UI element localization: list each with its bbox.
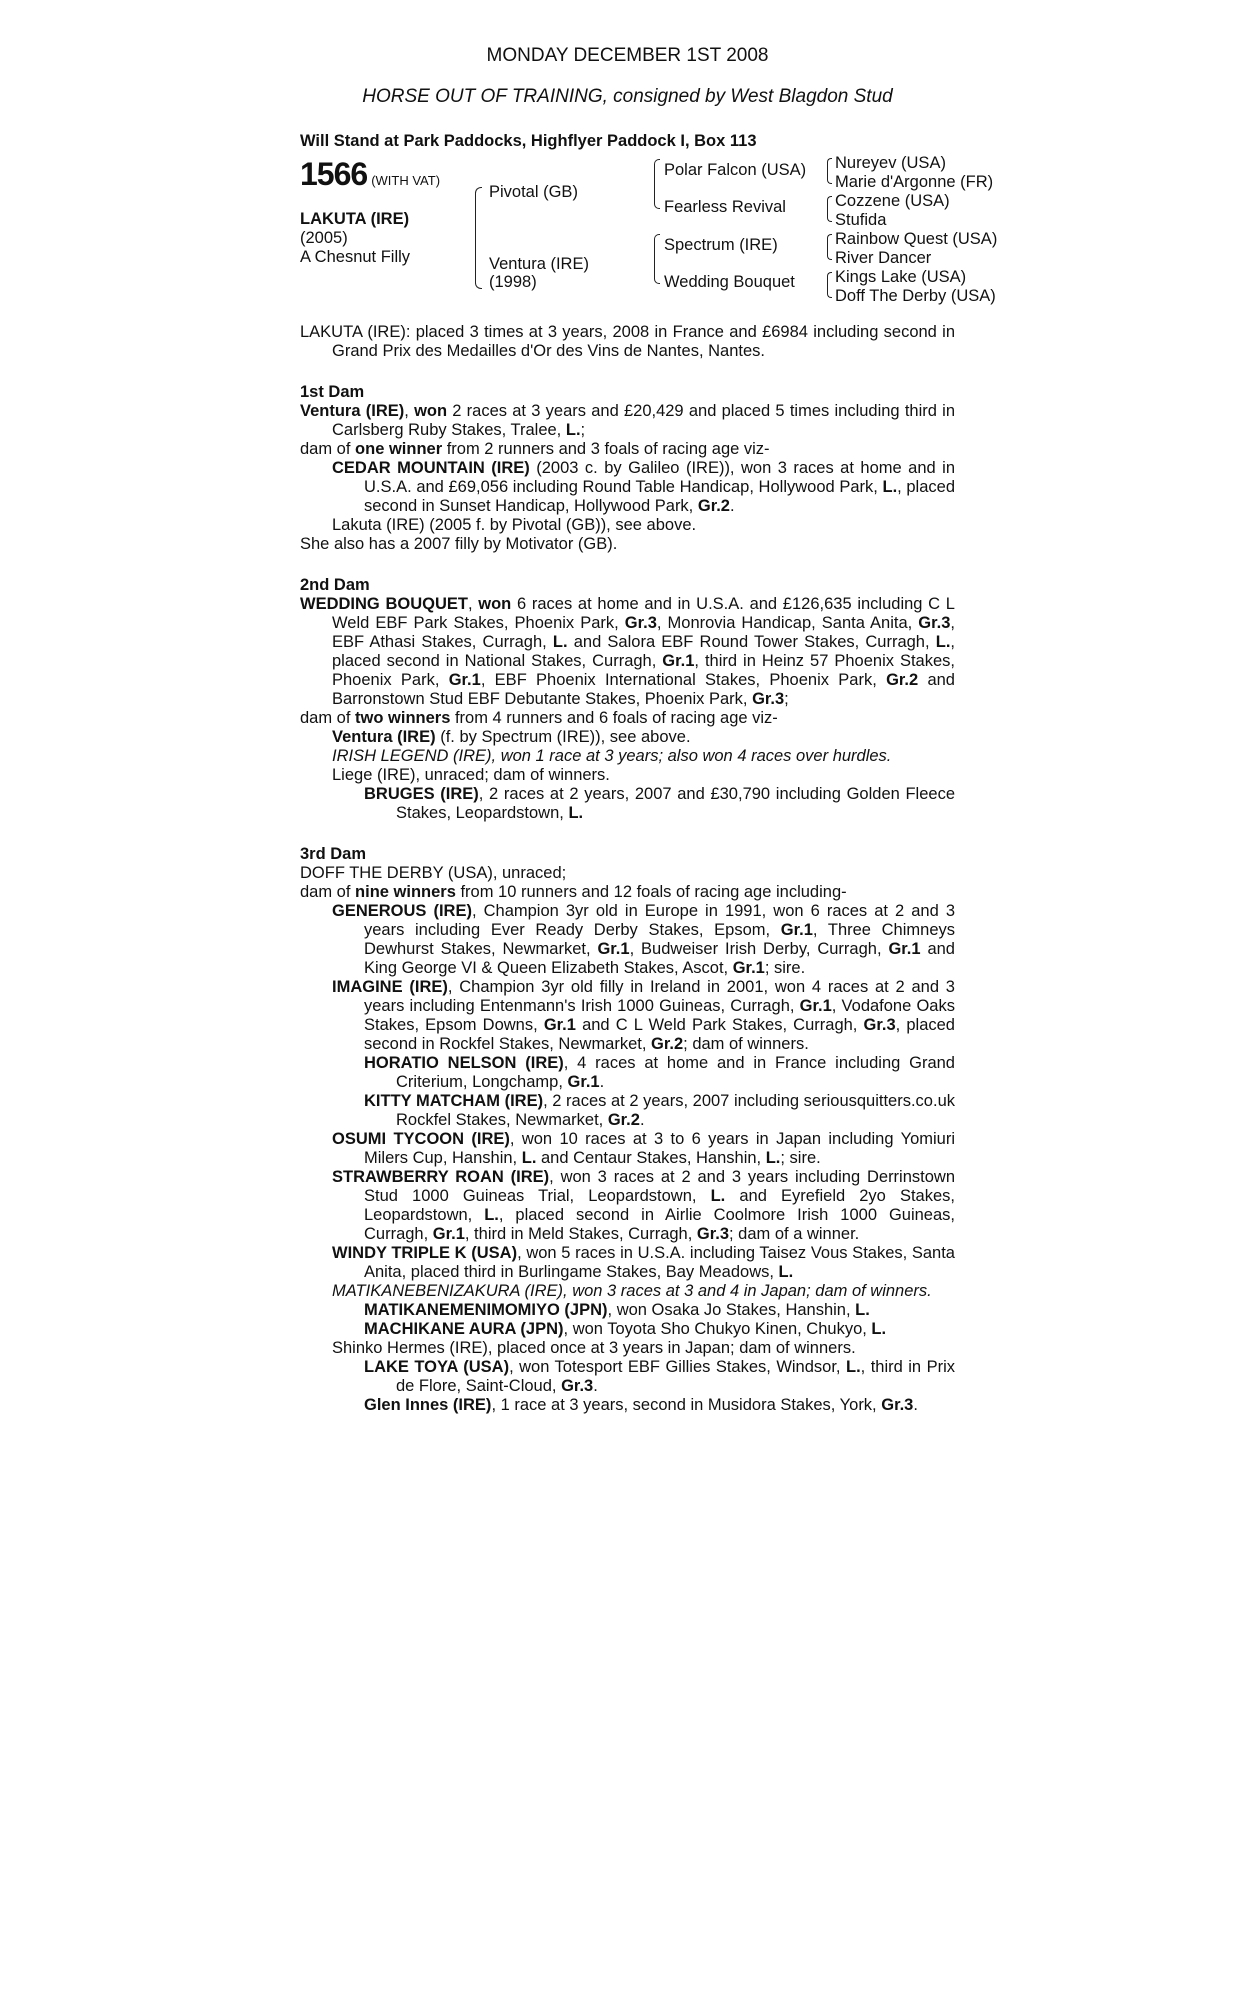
race-record: LAKUTA (IRE): placed 3 times at 3 years, 2008 in France and £6984 including second in Grand Prix des Medailles d'Or des Vins de Nantes, Nantes. — [300, 323, 955, 360]
produce-shinko-hermes: Shinko Hermes (IRE), placed once at 3 years in Japan; dam of winners. — [332, 1339, 856, 1357]
ancestor-river-dancer: River Dancer — [835, 249, 932, 267]
g3-brace-4 — [827, 272, 832, 298]
produce-osumi-tycoon: OSUMI TYCOON (IRE), won 10 races at 3 to 6 years in Japan including Yomiuri Milers Cup, Hanshin, L. and Centaur Stakes, Hanshin, L.; sire. — [332, 1130, 955, 1167]
produce-kitty-matcham: KITTY MATCHAM (IRE), 2 races at 2 years, 2007 including seriousquitters.co.uk Rockfel Stakes, Newmarket, Gr.2. — [364, 1092, 955, 1129]
first-dam-produce-line: dam of one winner from 2 runners and 3 foals of racing age viz- — [300, 440, 770, 458]
produce-cedar-mountain: CEDAR MOUNTAIN (IRE) (2003 c. by Galileo (IRE)), won 3 races at home and in U.S.A. and £69,056 including Round Table Handicap, Hollywood Park, L., placed second in Sunset Handicap, Hollywood Park, Gr.2. — [332, 459, 956, 515]
g3-brace-3 — [827, 234, 832, 260]
dam-name: Ventura (IRE) — [489, 255, 589, 273]
ancestor-nureyev: Nureyev (USA) — [835, 154, 946, 172]
ancestor-doff-the-derby: Doff The Derby (USA) — [835, 287, 996, 305]
produce-strawberry-roan: STRAWBERRY ROAN (IRE), won 3 races at 2 and 3 years including Derrinstown Stud 1000 Guineas Trial, Leopardstown, L. and Eyrefield 2yo Stakes, Leopardstown, L., placed second in Airlie Coolmore Irish 1000 Guineas, Curragh, Gr.1, third in Meld Stakes, Curragh, Gr.3; dam of a winner. — [332, 1168, 955, 1243]
second-dam-produce-line: dam of two winners from 4 runners and 6 foals of racing age viz- — [300, 709, 778, 727]
lot-heading — [300, 156, 441, 192]
horse-name: LAKUTA (IRE) — [300, 210, 410, 228]
dam-brace — [654, 234, 660, 284]
stand-location: Will Stand at Park Paddocks, Highflyer Paddock I, Box 113 — [300, 132, 757, 150]
produce-windy-triple-k: WINDY TRIPLE K (USA), won 5 races in U.S.A. including Taisez Vous Stakes, Santa Anita, placed third in Burlingame Stakes, Bay Meadows, L. — [332, 1244, 955, 1281]
dam-dam-name: Wedding Bouquet — [664, 273, 795, 291]
third-dam-produce-line: dam of nine winners from 10 runners and 12 foals of racing age including- — [300, 883, 847, 901]
ancestor-kings-lake: Kings Lake (USA) — [835, 268, 967, 286]
sire-brace — [654, 159, 660, 209]
sire-dam-name: Fearless Revival — [664, 198, 786, 216]
sire-sire-name: Polar Falcon (USA) — [664, 161, 807, 179]
second-dam-heading: 2nd Dam — [300, 576, 370, 594]
ancestor-marie-dargonne: Marie d'Argonne (FR) — [835, 173, 994, 191]
produce-machikane-aura: MACHIKANE AURA (JPN), won Toyota Sho Chukyo Kinen, Chukyo, L. — [364, 1320, 887, 1338]
first-dam-entry: Ventura (IRE), won 2 races at 3 years and £20,429 and placed 5 times including third in Carlsberg Ruby Stakes, Tralee, L.; — [300, 402, 955, 439]
catalogue-page — [300, 40, 998, 1415]
produce-lake-toya: LAKE TOYA (USA), won Totesport EBF Gillies Stakes, Windsor, L., third in Prix de Flore, Saint-Cloud, Gr.3. — [364, 1358, 955, 1395]
ancestor-cozzene: Cozzene (USA) — [835, 192, 950, 210]
also-has-note: She also has a 2007 filly by Motivator (GB). — [300, 535, 618, 553]
dam-year: (1998) — [489, 273, 537, 291]
produce-glen-innes: Glen Innes (IRE), 1 race at 3 years, second in Musidora Stakes, York, Gr.3. — [364, 1396, 918, 1414]
g3-brace-2 — [827, 196, 832, 222]
lot-number: 1566 — [300, 156, 368, 192]
consignment-line: HORSE OUT OF TRAINING, consigned by West Blagdon Stud — [362, 86, 893, 107]
produce-irish-legend: IRISH LEGEND (IRE), won 1 race at 3 years; also won 4 races over hurdles. — [332, 747, 892, 765]
second-dam-entry: WEDDING BOUQUET, won 6 races at home and in U.S.A. and £126,635 including C L Weld EBF Park Stakes, Phoenix Park, Gr.3, Monrovia Handicap, Santa Anita, Gr.3, EBF Athasi Stakes, Curragh, L. and Salora EBF Round Tower Stakes, Curragh, L., placed second in National Stakes, Curragh, Gr.1, third in Heinz 57 Phoenix Stakes, Phoenix Park, Gr.1, EBF Phoenix International Stakes, Phoenix Park, Gr.2 and Barronstown Stud EBF Debutante Stakes, Phoenix Park, Gr.3; — [300, 595, 955, 708]
produce-lakuta: Lakuta (IRE) (2005 f. by Pivotal (GB)), see above. — [332, 516, 697, 534]
horse-year: (2005) — [300, 229, 348, 247]
pedigree-brace — [475, 187, 482, 289]
produce-matikanemenimomiyo: MATIKANEMENIMOMIYO (JPN), won Osaka Jo Stakes, Hanshin, L. — [364, 1301, 870, 1319]
produce-horatio-nelson: HORATIO NELSON (IRE), 4 races at home and in France including Grand Criterium, Longchamp, Gr.1. — [364, 1054, 955, 1091]
horse-description: A Chesnut Filly — [300, 248, 411, 266]
produce-imagine: IMAGINE (IRE), Champion 3yr old filly in Ireland in 2001, won 4 races at 2 and 3 years including Entenmann's Irish 1000 Guineas, Curragh, Gr.1, Vodafone Oaks Stakes, Epsom Downs, Gr.1 and C L Weld Park Stakes, Curragh, Gr.3, placed second in Rockfel Stakes, Newmarket, Gr.2; dam of winners. — [332, 978, 955, 1053]
sale-date: MONDAY DECEMBER 1ST 2008 — [486, 45, 769, 66]
ancestor-stufida: Stufida — [835, 211, 887, 229]
g3-brace-1 — [827, 158, 832, 184]
produce-bruges: BRUGES (IRE), 2 races at 2 years, 2007 and £30,790 including Golden Fleece Stakes, Leopardstown, L. — [364, 785, 955, 822]
ancestor-rainbow-quest: Rainbow Quest (USA) — [835, 230, 998, 248]
vat-note: (WITH VAT) — [371, 173, 441, 188]
produce-matikanebenizakura: MATIKANEBENIZAKURA (IRE), won 3 races at 3 and 4 in Japan; dam of winners. — [332, 1282, 932, 1300]
produce-generous: GENEROUS (IRE), Champion 3yr old in Europe in 1991, won 6 races at 2 and 3 years including Ever Ready Derby Stakes, Epsom, Gr.1, Three Chimneys Dewhurst Stakes, Newmarket, Gr.1, Budweiser Irish Derby, Curragh, Gr.1 and King George VI & Queen Elizabeth Stakes, Ascot, Gr.1; sire. — [332, 902, 956, 977]
produce-ventura: Ventura (IRE) (f. by Spectrum (IRE)), see above. — [332, 728, 691, 746]
pedigree-block — [300, 154, 998, 315]
sire-name: Pivotal (GB) — [489, 183, 578, 201]
produce-liege: Liege (IRE), unraced; dam of winners. — [332, 766, 610, 784]
first-dam-heading: 1st Dam — [300, 383, 365, 401]
dam-sire-name: Spectrum (IRE) — [664, 236, 778, 254]
dam-name: Ventura (IRE) — [300, 402, 405, 420]
third-dam-heading: 3rd Dam — [300, 845, 367, 863]
third-dam-name: DOFF THE DERBY (USA), unraced; — [300, 864, 567, 882]
